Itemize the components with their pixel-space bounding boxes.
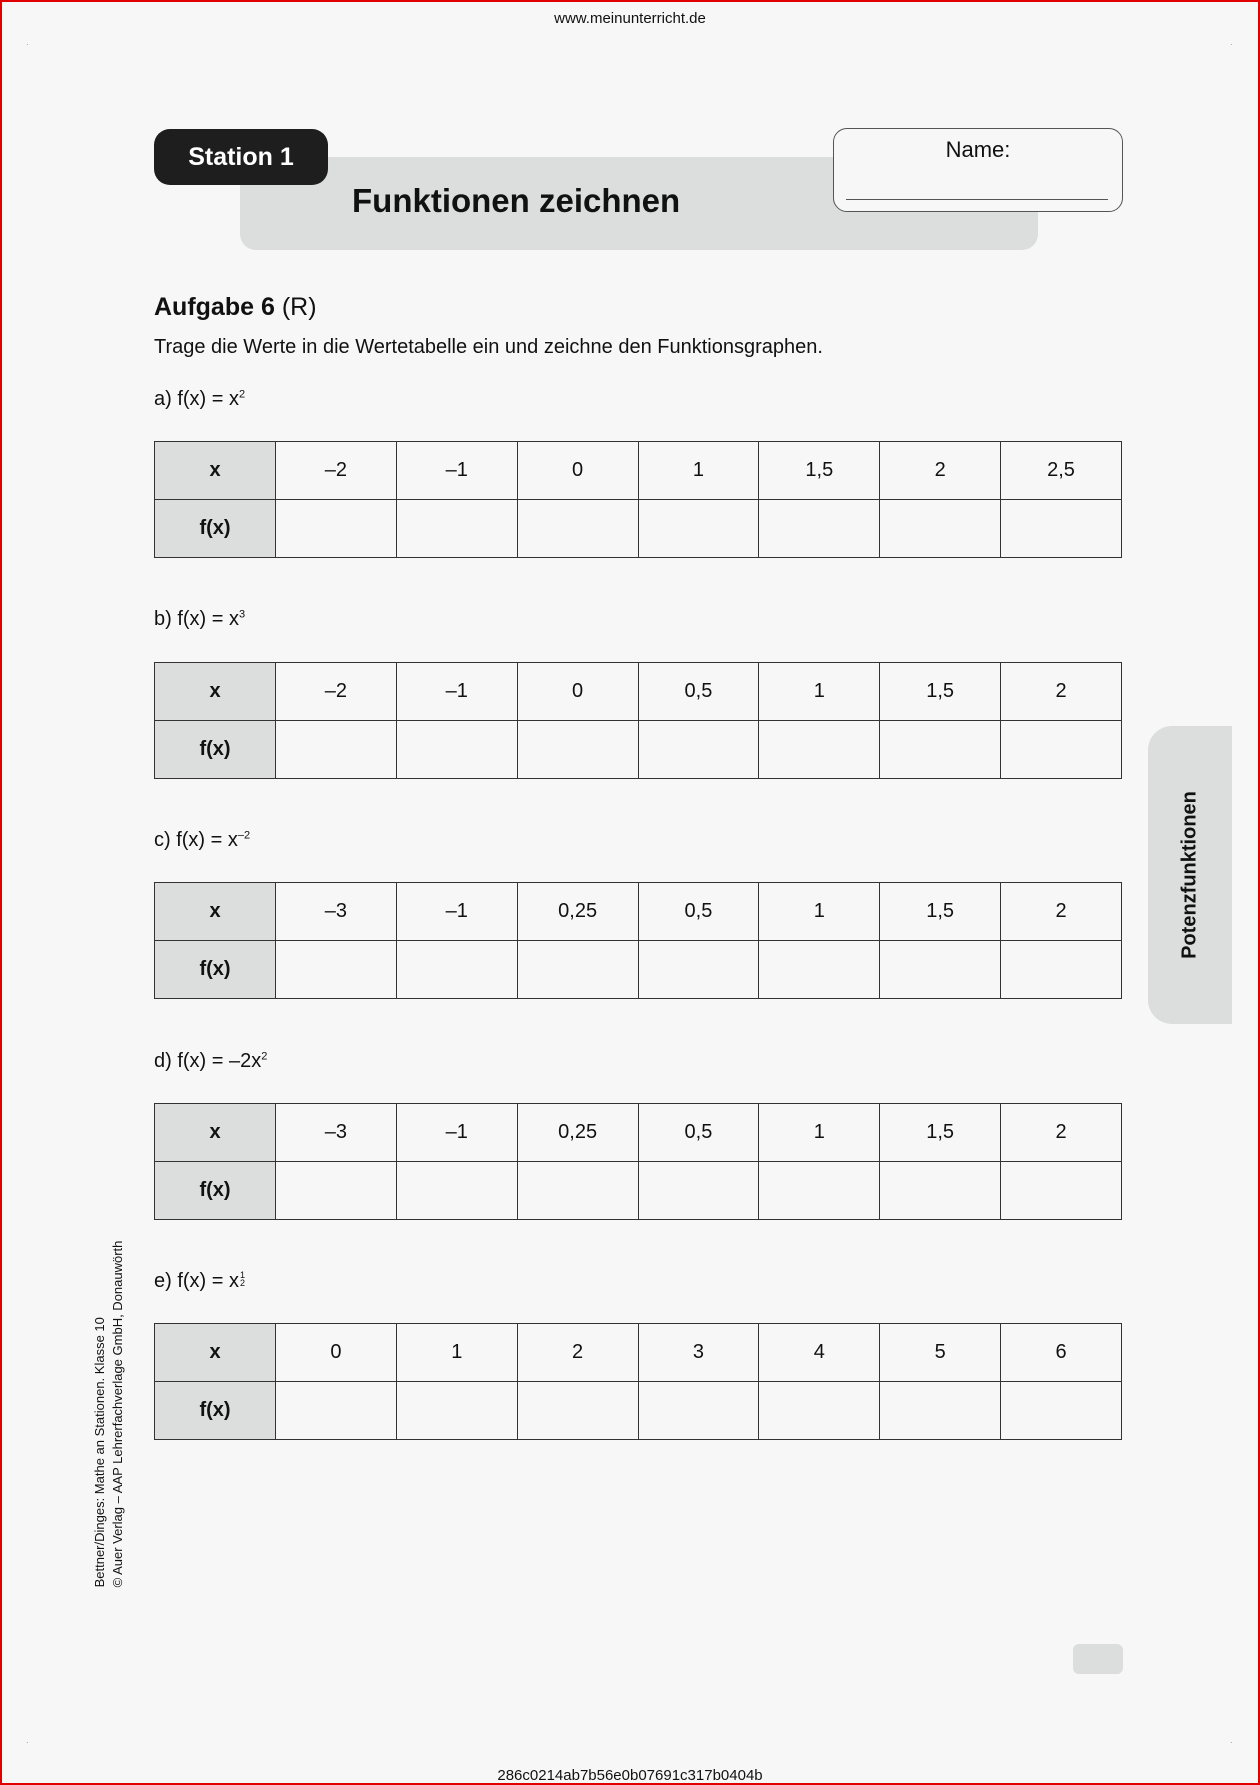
x-value: 1,5	[759, 442, 880, 500]
value-table-b	[154, 662, 1122, 779]
x-value: –1	[396, 663, 517, 721]
fx-answer-cell[interactable]	[1001, 1162, 1122, 1220]
worksheet-title: Funktionen zeichnen	[352, 182, 681, 219]
x-value: 1	[638, 442, 759, 500]
fx-answer-cell[interactable]	[517, 500, 638, 558]
fx-header: f(x)	[155, 1382, 276, 1440]
x-value: 0,5	[638, 663, 759, 721]
x-value: 2	[1001, 1104, 1122, 1162]
x-value: 2	[517, 1324, 638, 1382]
x-value: 2	[880, 442, 1001, 500]
fx-header: f(x)	[155, 1162, 276, 1220]
x-header: x	[155, 663, 276, 721]
function-label-d: d) $f(x) = -2x^2$	[154, 1050, 268, 1072]
x-value: 0,25	[517, 1104, 638, 1162]
x-row	[155, 1324, 1122, 1382]
fx-answer-cell[interactable]	[276, 500, 397, 558]
x-value: 0,25	[517, 883, 638, 941]
fx-answer-cell[interactable]	[517, 1382, 638, 1440]
function-label-a: a) $f(x) = x^2$	[154, 388, 246, 410]
x-value: –1	[396, 883, 517, 941]
fx-answer-cell[interactable]	[276, 1162, 397, 1220]
fx-answer-cell[interactable]	[396, 1382, 517, 1440]
fx-answer-cell[interactable]	[276, 721, 397, 779]
fx-row	[155, 941, 1122, 999]
x-value: 3	[638, 1324, 759, 1382]
credit-line-1: Bettner/Dinges: Mathe an Stationen. Klasse 10	[92, 1317, 107, 1588]
exponent-fraction: 1 2	[240, 1270, 246, 1288]
fx-answer-cell[interactable]	[1001, 500, 1122, 558]
fx-answer-cell[interactable]	[517, 941, 638, 999]
fx-answer-cell[interactable]	[880, 721, 1001, 779]
fx-answer-cell[interactable]	[638, 1162, 759, 1220]
fx-header: f(x)	[155, 721, 276, 779]
fx-answer-cell[interactable]	[1001, 721, 1122, 779]
fx-answer-cell[interactable]	[396, 500, 517, 558]
x-value: 0,5	[638, 1104, 759, 1162]
document-hash: 286c0214ab7b56e0b07691c317b0404b	[497, 1767, 763, 1784]
station-badge: Station 1	[154, 129, 328, 185]
fx-answer-cell[interactable]	[396, 941, 517, 999]
task-level: (R)	[281, 293, 317, 321]
fx-answer-cell[interactable]	[396, 1162, 517, 1220]
value-table-c	[154, 882, 1122, 999]
x-header: x	[155, 883, 276, 941]
x-header: x	[155, 1324, 276, 1382]
task-number: Aufgabe 6	[154, 293, 275, 321]
fx-header: f(x)	[155, 500, 276, 558]
x-value: 1,5	[880, 1104, 1001, 1162]
fx-answer-cell[interactable]	[638, 941, 759, 999]
fx-answer-cell[interactable]	[759, 500, 880, 558]
fx-answer-cell[interactable]	[880, 1382, 1001, 1440]
x-value: 0	[517, 663, 638, 721]
x-value: 2	[1001, 883, 1122, 941]
name-box	[833, 128, 1123, 212]
name-write-line[interactable]	[846, 199, 1108, 200]
crop-mark: ·	[26, 1738, 29, 1747]
fx-answer-cell[interactable]	[880, 1162, 1001, 1220]
x-value: 1	[396, 1324, 517, 1382]
x-value: 0	[517, 442, 638, 500]
fx-row	[155, 1162, 1122, 1220]
x-value: –2	[276, 442, 397, 500]
page-number-box	[1073, 1644, 1123, 1674]
x-value: –3	[276, 883, 397, 941]
fx-answer-cell[interactable]	[276, 1382, 397, 1440]
fx-answer-cell[interactable]	[517, 721, 638, 779]
fx-answer-cell[interactable]	[1001, 941, 1122, 999]
value-table-d	[154, 1103, 1122, 1220]
source-url[interactable]: www.meinunterricht.de	[554, 10, 706, 27]
fx-answer-cell[interactable]	[517, 1162, 638, 1220]
value-table-e	[154, 1323, 1122, 1440]
function-label-c: c) $f(x) = x^{-2}$	[154, 829, 251, 851]
fx-row	[155, 500, 1122, 558]
x-value: 1,5	[880, 883, 1001, 941]
task-heading	[154, 293, 317, 322]
fx-answer-cell[interactable]	[759, 941, 880, 999]
x-row	[155, 1104, 1122, 1162]
value-table-a	[154, 441, 1122, 558]
function-label-e: e) f(x) = x 1 2	[154, 1270, 246, 1292]
x-header: x	[155, 1104, 276, 1162]
x-row	[155, 442, 1122, 500]
chapter-side-label: Potenzfunktionen	[1178, 791, 1201, 959]
function-label-b: b) $f(x) = x^3$	[154, 608, 246, 630]
name-label: Name:	[945, 137, 1011, 162]
fx-header: f(x)	[155, 941, 276, 999]
x-value: 1,5	[880, 663, 1001, 721]
fx-answer-cell[interactable]	[1001, 1382, 1122, 1440]
x-header: x	[155, 442, 276, 500]
x-row	[155, 883, 1122, 941]
fx-answer-cell[interactable]	[759, 721, 880, 779]
x-value: –2	[276, 663, 397, 721]
fx-answer-cell[interactable]	[396, 721, 517, 779]
crop-mark: ·	[1230, 1738, 1233, 1747]
x-value: 0	[276, 1324, 397, 1382]
x-value: 1	[759, 1104, 880, 1162]
x-value: 1	[759, 663, 880, 721]
x-value: –1	[396, 1104, 517, 1162]
x-value: 5	[880, 1324, 1001, 1382]
fx-answer-cell[interactable]	[880, 500, 1001, 558]
x-value: 2	[1001, 663, 1122, 721]
fx-answer-cell[interactable]	[638, 1382, 759, 1440]
fx-row	[155, 721, 1122, 779]
crop-mark: ·	[26, 40, 29, 49]
fx-answer-cell[interactable]	[759, 1382, 880, 1440]
x-value: 6	[1001, 1324, 1122, 1382]
x-value: –1	[396, 442, 517, 500]
x-value: 2,5	[1001, 442, 1122, 500]
fx-answer-cell[interactable]	[759, 1162, 880, 1220]
fx-answer-cell[interactable]	[880, 941, 1001, 999]
fx-answer-cell[interactable]	[638, 500, 759, 558]
task-instruction: Trage die Werte in die Wertetabelle ein und zeichne den Funktionsgraphen.	[154, 336, 823, 358]
credit-line-2: © Auer Verlag – AAP Lehrerfachverlage GmbH, Donauwörth	[110, 1240, 125, 1588]
x-value: 4	[759, 1324, 880, 1382]
x-value: 0,5	[638, 883, 759, 941]
publisher-credit	[91, 1241, 127, 1588]
crop-mark: ·	[1230, 40, 1233, 49]
x-value: –3	[276, 1104, 397, 1162]
fx-answer-cell[interactable]	[638, 721, 759, 779]
fx-answer-cell[interactable]	[276, 941, 397, 999]
x-value: 1	[759, 883, 880, 941]
x-row	[155, 663, 1122, 721]
fx-row	[155, 1382, 1122, 1440]
